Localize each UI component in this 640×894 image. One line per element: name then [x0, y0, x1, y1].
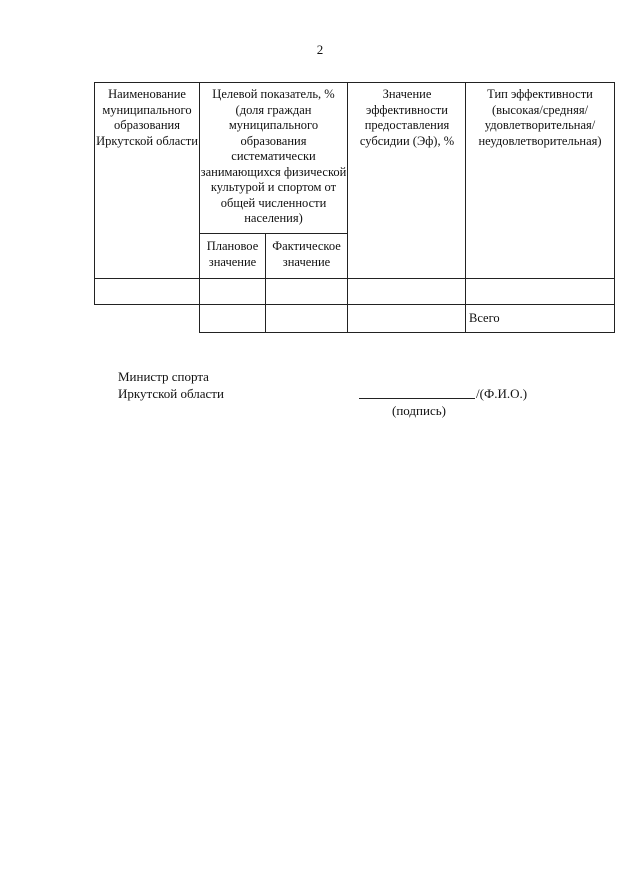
total-label: Всего [469, 311, 500, 325]
header-actual: Фактическое значение [272, 239, 341, 269]
table-row-cell [348, 279, 465, 304]
name-placeholder: /(Ф.И.О.) [476, 386, 528, 401]
header-efficiency-value: Значение эффективности предоставления субсидии (Эф), % [359, 87, 455, 148]
table-right-border [614, 82, 615, 333]
table-row-cell [200, 279, 265, 304]
header-planned: Плановое значение [206, 239, 259, 269]
header-target-indicator: Целевой показатель, % (доля граждан муниципального образования систематически занимающихся физической культурой и спортом от общей численности населения) [200, 87, 347, 225]
efficiency-table [94, 82, 615, 333]
total-row-bottom-border [199, 332, 615, 333]
signature-line [359, 398, 475, 399]
table-row-cell [266, 279, 347, 304]
signatory-position-line2: Иркутской области [118, 386, 224, 401]
total-row-cell [348, 305, 465, 332]
signatory-position-line1: Министр спорта [118, 369, 209, 384]
header-municipality: Наименование муниципального образования Иркутской области [96, 87, 198, 148]
total-row-cell [266, 305, 347, 332]
total-row-cell [200, 305, 265, 332]
signature-caption: (подпись) [392, 403, 446, 418]
header-efficiency-type: Тип эффективности (высокая/средняя/ удовлетворительная/ неудовлетворительная) [478, 87, 602, 148]
page-number: 2 [316, 42, 324, 57]
table-row-cell [466, 279, 614, 304]
table-row-cell [95, 279, 199, 304]
